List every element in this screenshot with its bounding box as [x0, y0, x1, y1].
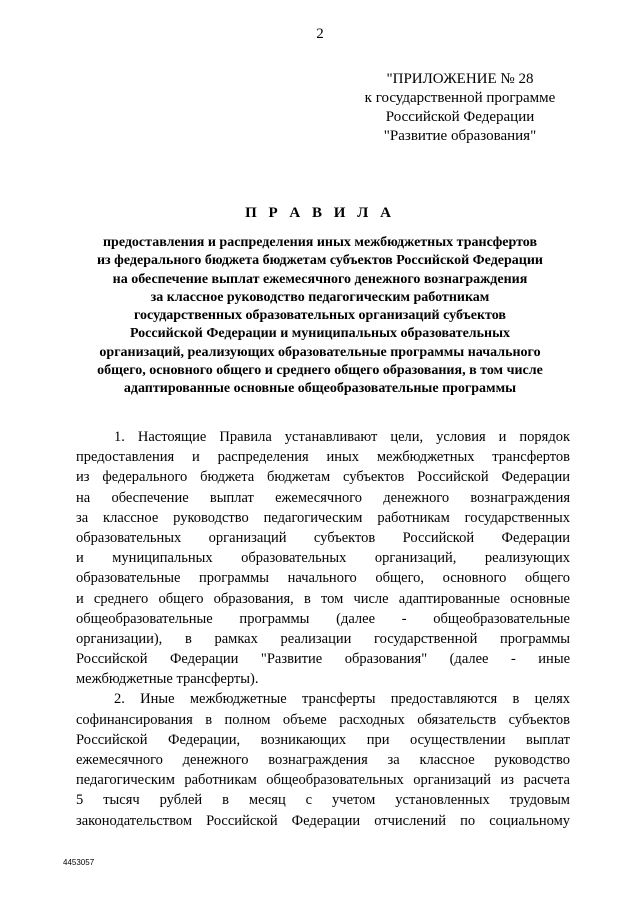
paragraph-line: из федерального бюджета бюджетам субъектов Российской Федерации — [76, 469, 570, 486]
appendix-block — [340, 70, 580, 146]
paragraph-line: и среднего общего образования, в том числе адаптированные основные — [76, 590, 570, 607]
paragraph-line: межбюджетные трансферты). — [76, 671, 259, 688]
appendix-line: "Развитие образования" — [383, 128, 537, 144]
paragraph-line: софинансирования в полном объеме расходных обязательств субъектов — [76, 711, 570, 728]
subtitle-line: общего, основного общего и среднего общего образования, в том числе — [97, 363, 543, 379]
paragraph-line: общеобразовательные программы (далее - общеобразовательные — [76, 610, 570, 627]
subtitle-line: адаптированные основные общеобразовательные программы — [123, 381, 517, 397]
paragraph-line: предоставления и распределения иных межбюджетных трансфертов — [76, 449, 570, 466]
subtitle-line: Российской Федерации и муниципальных образовательных — [129, 326, 511, 342]
subtitle-line: государственных образовательных организаций субъектов — [134, 308, 506, 324]
paragraph-line: организации), в рамках реализации государственной программы — [76, 630, 570, 647]
paragraph-line: Российской Федерации "Развитие образования" (далее - иные — [76, 651, 570, 668]
paragraph-line: на обеспечение выплат ежемесячного денежного вознаграждения — [76, 489, 570, 506]
paragraph-line: 5 тысяч рублей в месяц с учетом установленных трудовым — [76, 792, 570, 809]
subtitle-line: организаций, реализующих образовательные программы начального — [99, 344, 541, 360]
paragraph-line: 2. Иные межбюджетные трансферты предоставляются в целях — [114, 691, 570, 708]
subtitle-line: предоставления и распределения иных межбюджетных трансфертов — [102, 235, 538, 250]
paragraph-line: 1. Настоящие Правила устанавливают цели, условия и порядок — [114, 429, 570, 445]
subtitle-line: за классное руководство педагогическим работникам — [150, 289, 490, 305]
document-code: 4453057 — [63, 858, 95, 867]
paragraph-1 — [76, 427, 570, 689]
rules-subtitle — [70, 234, 570, 399]
paragraph-2 — [76, 689, 570, 830]
appendix-line: Российской Федерации — [385, 109, 535, 125]
paragraph-line: ежемесячного денежного вознаграждения за классное руководство — [76, 752, 570, 768]
subtitle-line: на обеспечение выплат ежемесячного денежного вознаграждения — [112, 271, 528, 287]
body-text — [76, 427, 570, 831]
rules-heading: П Р А В И Л А — [245, 205, 395, 221]
paragraph-line: педагогическим работникам общеобразовательных организаций из расчета — [76, 772, 570, 789]
paragraph-line: законодательством Российской Федерации отчислений по социальному — [76, 812, 570, 829]
paragraph-line: за классное руководство педагогическим работникам государственных — [76, 509, 570, 526]
appendix-line: к государственной программе — [364, 90, 556, 106]
appendix-line: "ПРИЛОЖЕНИЕ № 28 — [386, 71, 534, 87]
paragraph-line: образовательных организаций субъектов Российской Федерации — [76, 529, 570, 546]
paragraph-line: Российской Федерации, возникающих при осуществлении выплат — [76, 731, 570, 748]
page-number: 2 — [316, 26, 324, 42]
paragraph-line: и муниципальных образовательных организаций, реализующих — [76, 550, 570, 567]
paragraph-line: образовательные программы начального общего, основного общего — [76, 570, 570, 587]
subtitle-line: из федерального бюджета бюджетам субъектов Российской Федерации — [96, 253, 543, 269]
